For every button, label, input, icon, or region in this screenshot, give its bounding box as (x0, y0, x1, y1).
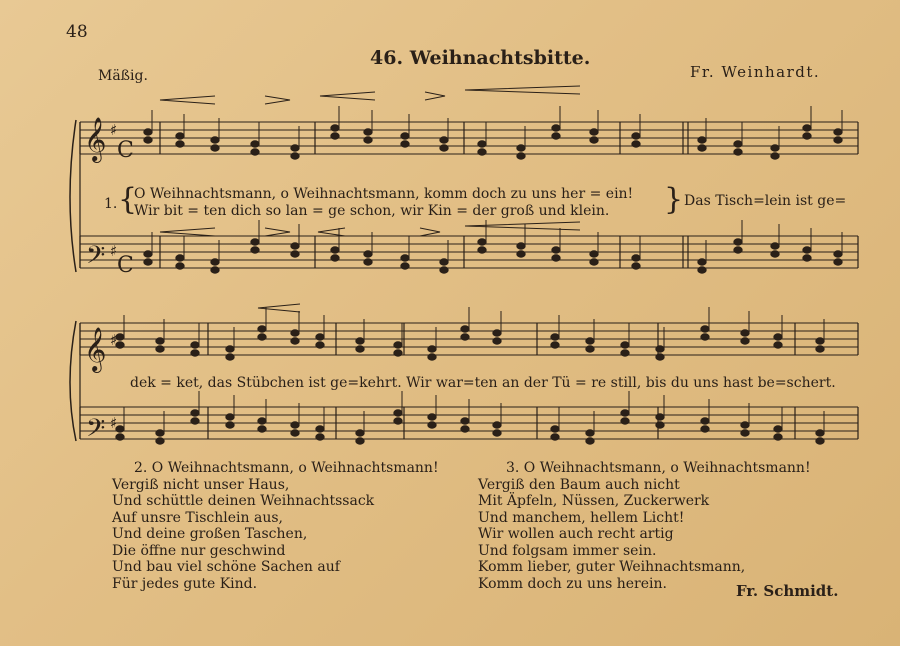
note-head (771, 145, 779, 151)
composer: Fr. Weinhardt. (690, 63, 821, 81)
verse-line: Wir wollen auch recht artig (478, 526, 674, 542)
note-head (586, 346, 594, 352)
song-number: 46. (370, 47, 404, 69)
treble-clef-icon: 𝄞 (84, 327, 107, 371)
hairpin (465, 86, 580, 94)
note-head (586, 338, 594, 344)
note-head (251, 247, 259, 253)
note-head (428, 414, 436, 420)
bass-clef-icon: 𝄢 (86, 241, 106, 276)
system-braces (70, 120, 76, 441)
note-head (551, 342, 559, 348)
note-head (701, 418, 709, 424)
note-head (551, 434, 559, 440)
note-head (803, 133, 811, 139)
note-head (291, 338, 299, 344)
note-head (258, 418, 266, 424)
note-head (461, 426, 469, 432)
note-head (176, 133, 184, 139)
note-head (394, 350, 402, 356)
sharp-icon: ♯ (110, 121, 118, 139)
note-head (364, 251, 372, 257)
note-head (176, 141, 184, 147)
note-head (461, 326, 469, 332)
verse-line: Für jedes gute Kind. (112, 575, 258, 592)
note-head (478, 239, 486, 245)
note-head (176, 255, 184, 261)
note-head (701, 326, 709, 332)
note-head (493, 330, 501, 336)
note-head (698, 145, 706, 151)
hairpin (258, 304, 300, 312)
verse1-line-a: O Weihnachtsmann, o Weihnachtsmann, komm doch zu uns her = ein! (134, 186, 634, 202)
note-head (656, 414, 664, 420)
sharp-icon: ♯ (110, 331, 118, 349)
note-head (803, 247, 811, 253)
note-head (552, 125, 560, 131)
note-head (291, 251, 299, 257)
note-head (291, 430, 299, 436)
staff-lines (80, 122, 858, 439)
note-head (771, 243, 779, 249)
note-head (734, 141, 742, 147)
note-head (734, 149, 742, 155)
note-head (734, 239, 742, 245)
note-head (517, 145, 525, 151)
hairpin (265, 96, 290, 104)
note-head (226, 414, 234, 420)
note-head (834, 251, 842, 257)
note-head (331, 133, 339, 139)
note-head (316, 342, 324, 348)
verse1-number: 1. (104, 196, 118, 212)
note-head (156, 430, 164, 436)
brace (70, 321, 76, 441)
note-head (401, 141, 409, 147)
note-head (621, 350, 629, 356)
note-head (698, 267, 706, 273)
page-number: 48 (66, 22, 88, 42)
note-head (316, 434, 324, 440)
note-head (741, 430, 749, 436)
note-head (440, 267, 448, 273)
note-head (803, 255, 811, 261)
note-head (493, 338, 501, 344)
note-head (590, 137, 598, 143)
note-head (316, 426, 324, 432)
note-head (440, 259, 448, 265)
note-head (401, 263, 409, 269)
note-head (394, 342, 402, 348)
note-head (364, 129, 372, 135)
note-head (364, 259, 372, 265)
note-head (211, 145, 219, 151)
note-head (621, 418, 629, 424)
notes (116, 106, 842, 444)
verse-line: Und folgsam immer sein. (478, 542, 657, 559)
note-head (428, 422, 436, 428)
note-head (251, 141, 259, 147)
note-head (771, 251, 779, 257)
note-head (478, 141, 486, 147)
note-head (211, 137, 219, 143)
verse-line: Komm lieber, guter Weihnachtsmann, (478, 559, 746, 575)
verse-2 (112, 460, 439, 592)
note-head (621, 342, 629, 348)
note-head (517, 153, 525, 159)
note-head (176, 263, 184, 269)
note-head (632, 133, 640, 139)
verse1-continuation-2: dek = ket, das Stübchen ist ge=kehrt. Wir war=ten an der Tü = re still, bis du uns hast be=schert. (130, 375, 836, 391)
note-head (774, 434, 782, 440)
note-head (590, 259, 598, 265)
note-head (656, 354, 664, 360)
note-head (701, 334, 709, 340)
note-head (156, 338, 164, 344)
brace (70, 120, 76, 272)
note-head (356, 438, 364, 444)
verse-line: Die öffne nur geschwind (112, 542, 286, 559)
note-head (331, 125, 339, 131)
note-head (191, 350, 199, 356)
verse1-brace-right: } (664, 182, 684, 217)
note-head (331, 247, 339, 253)
verse-line: Vergiß nicht unser Haus, (112, 476, 290, 493)
note-head (144, 137, 152, 143)
note-head (156, 346, 164, 352)
note-head (461, 334, 469, 340)
note-head (493, 430, 501, 436)
note-head (316, 334, 324, 340)
note-head (734, 247, 742, 253)
note-head (741, 330, 749, 336)
common-time-icon: C (117, 253, 134, 278)
note-head (741, 338, 749, 344)
note-head (144, 129, 152, 135)
note-head (356, 346, 364, 352)
note-head (590, 251, 598, 257)
note-head (356, 430, 364, 436)
verse-line: 2. O Weihnachtsmann, o Weihnachtsmann! (134, 460, 439, 476)
verse-line: Und manchem, hellem Licht! (478, 509, 685, 526)
note-head (211, 267, 219, 273)
hairpin (320, 92, 375, 100)
note-head (551, 334, 559, 340)
note-head (803, 125, 811, 131)
verse-3 (478, 460, 811, 592)
verse1-line-b: Wir bit = ten dich so lan = ge schon, wir Kin = der groß und klein. (134, 203, 610, 219)
clefs (84, 117, 134, 449)
note-head (191, 342, 199, 348)
note-head (493, 422, 501, 428)
treble-clef-icon: 𝄞 (84, 117, 107, 161)
sharp-icon: ♯ (110, 242, 118, 260)
note-head (364, 137, 372, 143)
hairpin (160, 96, 215, 104)
note-head (291, 243, 299, 249)
note-head (428, 354, 436, 360)
note-head (834, 129, 842, 135)
note-head (632, 255, 640, 261)
tempo-marking: Mäßig. (98, 68, 148, 84)
note-head (552, 247, 560, 253)
note-head (251, 149, 259, 155)
note-head (401, 255, 409, 261)
note-head (331, 255, 339, 261)
note-head (191, 418, 199, 424)
note-head (741, 422, 749, 428)
note-head (291, 145, 299, 151)
note-head (590, 129, 598, 135)
note-head (551, 426, 559, 432)
note-head (291, 153, 299, 159)
hairpin (318, 228, 345, 236)
note-head (552, 133, 560, 139)
note-head (698, 137, 706, 143)
lyricist: Fr. Schmidt. (736, 582, 839, 600)
note-head (428, 346, 436, 352)
common-time-icon: C (117, 138, 134, 163)
note-head (517, 251, 525, 257)
note-head (834, 259, 842, 265)
note-head (816, 346, 824, 352)
verse-line: Und schüttle deinen Weihnachtssack (112, 493, 375, 509)
note-head (774, 342, 782, 348)
note-head (258, 326, 266, 332)
note-head (552, 255, 560, 261)
note-head (774, 334, 782, 340)
verse-line: Auf unsre Tischlein aus, (112, 509, 283, 526)
note-head (356, 338, 364, 344)
note-head (251, 239, 259, 245)
note-head (156, 438, 164, 444)
hairpin (425, 92, 445, 100)
hairpin (465, 222, 580, 230)
note-head (621, 410, 629, 416)
note-head (401, 133, 409, 139)
bass-clef-icon: 𝄢 (86, 414, 106, 449)
verse-line: Mit Äpfeln, Nüssen, Zuckerwerk (478, 493, 710, 509)
note-head (440, 137, 448, 143)
note-head (258, 426, 266, 432)
note-head (656, 346, 664, 352)
verse1-brace: { (118, 182, 138, 217)
note-head (478, 149, 486, 155)
note-head (226, 354, 234, 360)
note-head (144, 251, 152, 257)
note-head (461, 418, 469, 424)
note-head (632, 263, 640, 269)
note-head (291, 422, 299, 428)
hairpin (160, 228, 215, 236)
note-head (698, 259, 706, 265)
verse1-continuation-1: Das Tisch=lein ist ge= (684, 193, 847, 209)
verse-line: Und deine großen Taschen, (112, 526, 308, 542)
note-head (211, 259, 219, 265)
note-head (116, 434, 124, 440)
note-head (394, 410, 402, 416)
note-head (191, 410, 199, 416)
note-head (291, 330, 299, 336)
note-head (478, 247, 486, 253)
note-head (701, 426, 709, 432)
note-head (656, 422, 664, 428)
note-head (816, 430, 824, 436)
note-head (226, 346, 234, 352)
verse-line: Und bau viel schöne Sachen auf (112, 559, 340, 575)
song-name: Weihnachtsbitte. (409, 47, 591, 69)
bar-lines (80, 122, 858, 439)
note-head (816, 438, 824, 444)
note-head (771, 153, 779, 159)
note-head (774, 426, 782, 432)
note-head (394, 418, 402, 424)
hairpin (265, 228, 290, 236)
note-head (834, 137, 842, 143)
verse-line: 3. O Weihnachtsmann, o Weihnachtsmann! (506, 460, 811, 476)
note-head (816, 338, 824, 344)
hairpin (420, 228, 440, 236)
note-head (226, 422, 234, 428)
note-head (258, 334, 266, 340)
note-head (632, 141, 640, 147)
note-head (586, 438, 594, 444)
sharp-icon: ♯ (110, 414, 118, 432)
note-head (440, 145, 448, 151)
note-head (586, 430, 594, 436)
note-head (517, 243, 525, 249)
verse-line: Vergiß den Baum auch nicht (478, 476, 680, 493)
note-head (144, 259, 152, 265)
verse-line: Komm doch zu uns herein. (478, 575, 667, 592)
